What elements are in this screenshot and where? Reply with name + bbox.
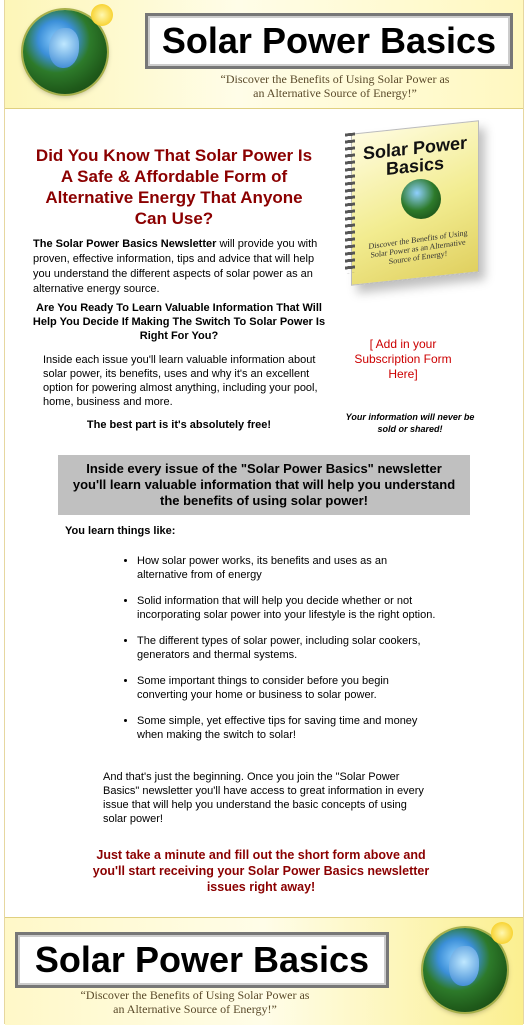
list-item: • The different types of solar power, including solar cookers, generators and thermal systems. [137, 634, 437, 662]
main-content [5, 109, 523, 917]
list-item: • Some important things to consider before you begin converting your home or business to solar power. [137, 674, 437, 702]
lake-graphic [449, 946, 479, 986]
footer-title: Solar Power Basics [15, 932, 389, 988]
subscription-form-placeholder[interactable]: [ Add in your Subscription Form Here] [354, 337, 452, 381]
free-line: The best part is it's absolutely free! [86, 419, 272, 431]
book-globe-icon [401, 179, 441, 219]
list-item: • Some simple, yet effective tips for saving time and money when making the switch to solar! [137, 714, 437, 742]
header-tagline-line2: an Alternative Source of Energy!” [253, 86, 417, 100]
sun-icon [491, 922, 513, 944]
newsletter-book-image [337, 127, 487, 297]
spiral-binding [345, 132, 355, 273]
globe-logo [23, 10, 107, 94]
globe-logo [423, 928, 507, 1012]
footer-tagline-line2: an Alternative Source of Energy!” [113, 1002, 277, 1016]
privacy-note: Your information will never be sold or shared! [345, 412, 475, 434]
call-to-action: Just take a minute and fill out the short form above and you'll start receiving your Solar Power Basics newsletter issues right away! [92, 848, 430, 894]
footer-banner [5, 917, 523, 1025]
book-title: Solar Power Basics [362, 132, 468, 180]
lake-graphic [49, 28, 79, 68]
footer-tagline-line1: “Discover the Benefits of Using Solar Power as [80, 988, 310, 1002]
intro-paragraph [33, 237, 333, 297]
ending-paragraph: And that's just the beginning. Once you join the "Solar Power Basics" newsletter you'll have access to great information in every issue that will help you understand the basic concepts of using solar power! [103, 771, 424, 825]
learn-heading: You learn things like: [65, 525, 176, 537]
learn-list [119, 554, 437, 754]
footer-tagline [45, 988, 345, 1016]
main-headline: Did You Know That Solar Power Is A Safe & Affordable Form of Alternative Energy That Anyone Can Use? [35, 146, 313, 228]
intro-bold: The Solar Power Basics Newsletter [33, 238, 217, 250]
list-item: • How solar power works, its benefits and uses as an alternative from of energy [137, 554, 437, 582]
benefits-callout: Inside every issue of the "Solar Power Basics" newsletter you'll learn valuable information that will help you understand the benefits of using solar power! [58, 455, 470, 515]
book-subtitle: Discover the Benefits of Using Solar Power as an Alternative Source of Energy! [368, 228, 468, 267]
header-title: Solar Power Basics [145, 13, 513, 69]
question-text: Are You Ready To Learn Valuable Information That Will Help You Decide If Making The Switch To Solar Power Is Right For You? [32, 302, 326, 342]
page-frame [4, 0, 524, 1024]
sun-icon [91, 4, 113, 26]
list-item: • Solid information that will help you decide whether or not incorporating solar power into your lifestyle is the right option. [137, 594, 437, 622]
inside-issue-text: Inside each issue you'll learn valuable information about solar power, its benefits, uses and why it's an excellent option for powering almost anything, including your pool, home, business and more. [43, 354, 318, 408]
intro-rest: will provide you with proven, effective information, tips and advice that will help you understand the different aspects of solar power as an alternative energy source. [33, 238, 318, 295]
header-banner [5, 0, 523, 109]
header-tagline-line1: “Discover the Benefits of Using Solar Power as [220, 72, 450, 86]
header-tagline [185, 72, 485, 100]
